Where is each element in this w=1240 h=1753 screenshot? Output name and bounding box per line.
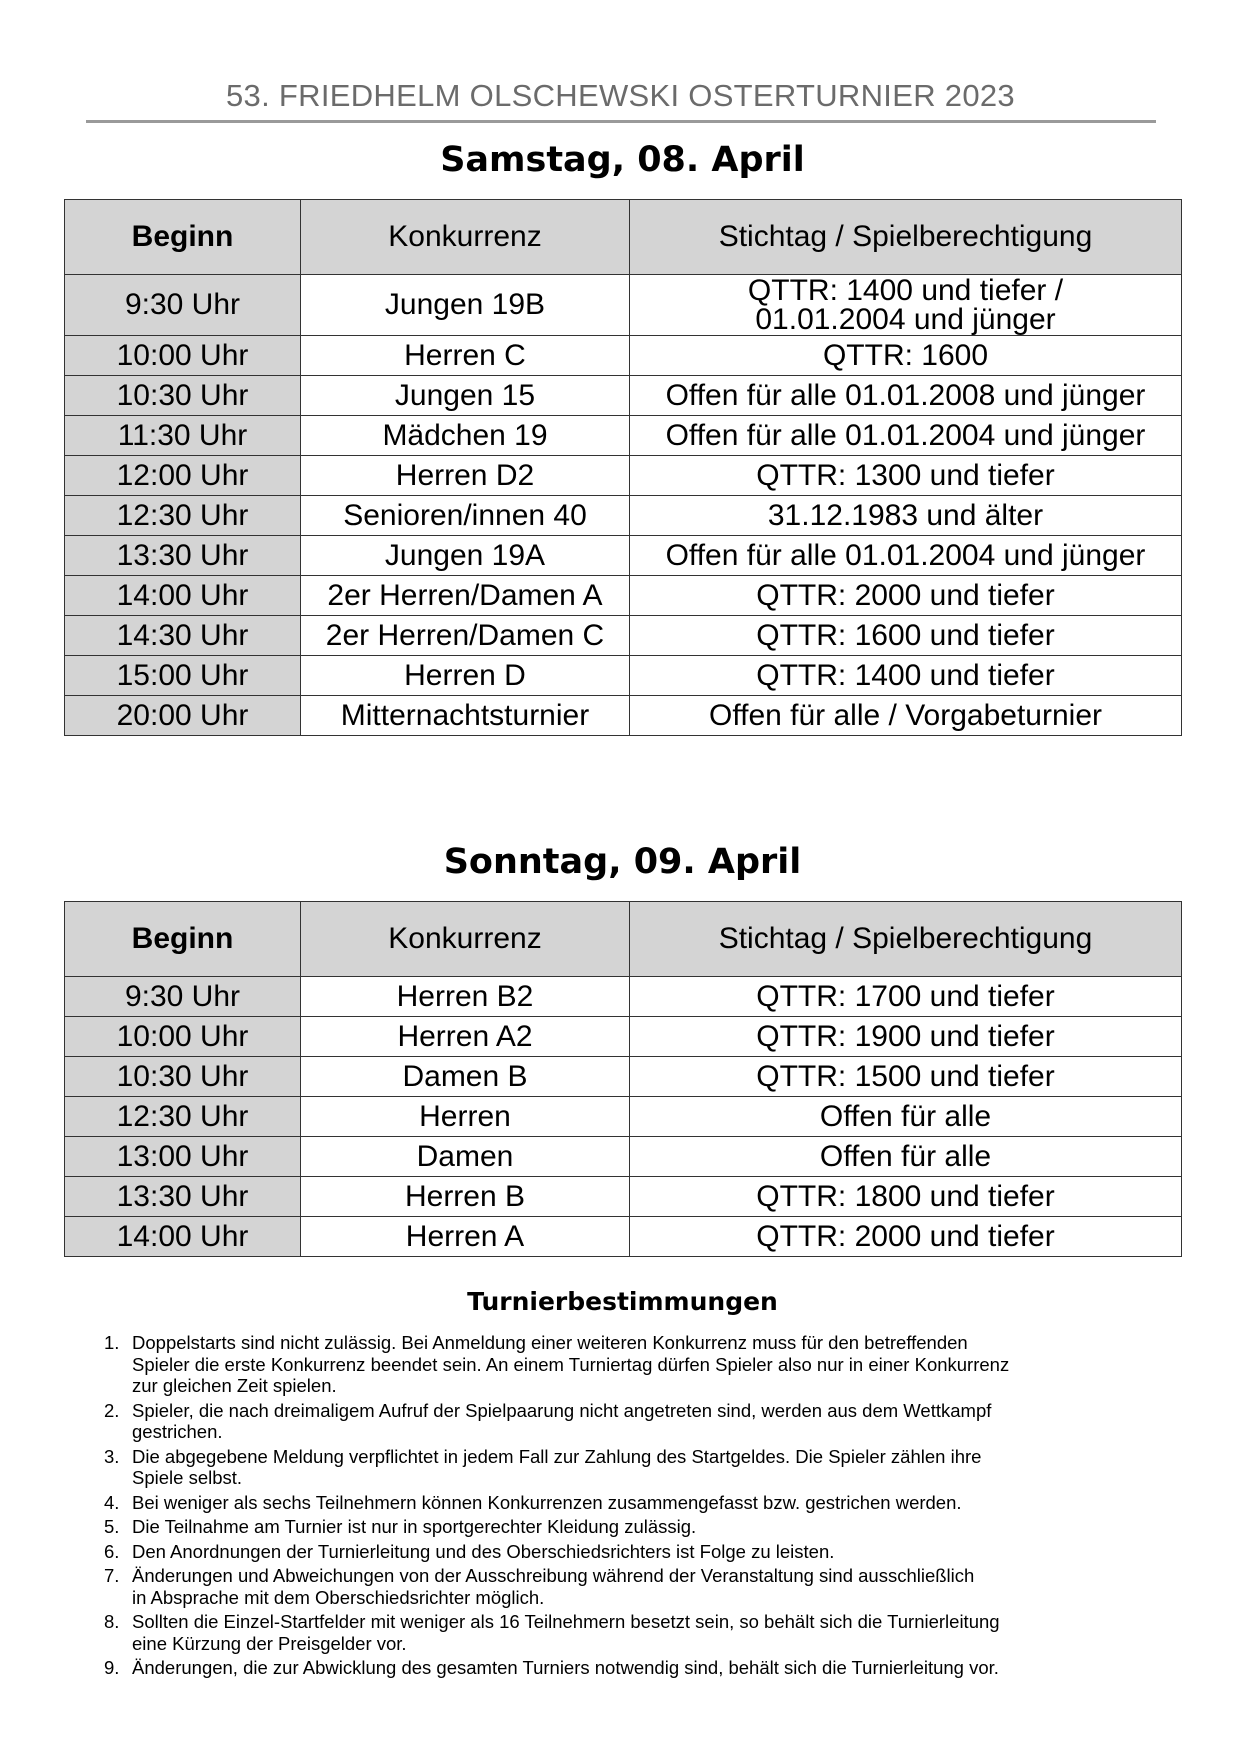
rule-item bbox=[96, 1541, 1136, 1563]
header-divider bbox=[86, 120, 1156, 123]
rule-item bbox=[96, 1446, 1136, 1489]
rule-text-line: Den Anordnungen der Turnierleitung und des Oberschiedsrichters ist Folge zu leisten. bbox=[132, 1540, 835, 1562]
rule-item bbox=[96, 1565, 1136, 1608]
rule-number: 1. bbox=[104, 1332, 120, 1353]
rule-text-line: in Absprache mit dem Oberschiedsrichter möglich. bbox=[132, 1586, 545, 1608]
table-row bbox=[65, 977, 1182, 1017]
rule-text-line: Spieler die erste Konkurrenz beendet sein. An einem Turniertag dürfen Spieler also nur in einer Konkurrenz bbox=[132, 1353, 1010, 1375]
event-cell: Damen B bbox=[301, 1057, 630, 1097]
rule-number: 6. bbox=[104, 1540, 120, 1562]
event-cell: Senioren/innen 40 bbox=[301, 496, 630, 536]
rule-number: 4. bbox=[104, 1491, 120, 1513]
rules-list bbox=[96, 1332, 1136, 1682]
eligibility-cell: QTTR: 2000 und tiefer bbox=[630, 1217, 1182, 1257]
column-header-stichtag: Stichtag / Spielberechtigung bbox=[630, 902, 1182, 977]
rule-text-line: Die abgegebene Meldung verpflichtet in jedem Fall zur Zahlung des Startgeldes. Die Spieler zählen ihre bbox=[132, 1445, 982, 1467]
table-row bbox=[65, 456, 1182, 496]
rule-text-line: Die Teilnahme am Turnier ist nur in sportgerechter Kleidung zulässig. bbox=[132, 1516, 697, 1537]
saturday-table-body bbox=[65, 275, 1182, 736]
rule-text-line: eine Kürzung der Preisgelder vor. bbox=[132, 1632, 407, 1654]
rule-item bbox=[96, 1332, 1136, 1397]
rule-text-line: Bei weniger als sechs Teilnehmern können Konkurrenzen zusammengefasst bzw. gestrichen werden. bbox=[132, 1491, 962, 1513]
eligibility-cell bbox=[630, 275, 1182, 336]
table-row bbox=[65, 275, 1182, 336]
event-cell: Jungen 19B bbox=[301, 275, 630, 336]
eligibility-cell: Offen für alle 01.01.2004 und jünger bbox=[630, 416, 1182, 456]
event-cell: Herren D2 bbox=[301, 456, 630, 496]
start-time-cell: 12:00 Uhr bbox=[65, 456, 301, 496]
eligibility-cell: QTTR: 2000 und tiefer bbox=[630, 576, 1182, 616]
rule-number: 9. bbox=[104, 1657, 120, 1678]
table-row bbox=[65, 416, 1182, 456]
start-time-cell: 14:30 Uhr bbox=[65, 616, 301, 656]
eligibility-cell: QTTR: 1500 und tiefer bbox=[630, 1057, 1182, 1097]
table-row bbox=[65, 1057, 1182, 1097]
table-row bbox=[65, 496, 1182, 536]
event-cell: Herren C bbox=[301, 336, 630, 376]
rule-number: 7. bbox=[104, 1565, 120, 1586]
eligibility-cell: Offen für alle 01.01.2004 und jünger bbox=[630, 536, 1182, 576]
start-time-cell: 9:30 Uhr bbox=[65, 977, 301, 1017]
table-row bbox=[65, 1017, 1182, 1057]
rule-text-line: Änderungen und Abweichungen von der Ausschreibung während der Veranstaltung sind ausschließlich bbox=[132, 1565, 975, 1586]
rule-text-line: Doppelstarts sind nicht zulässig. Bei Anmeldung einer weiteren Konkurrenz muss für den betreffenden bbox=[132, 1332, 968, 1353]
rule-item bbox=[96, 1492, 1136, 1514]
table-row bbox=[65, 576, 1182, 616]
start-time-cell: 20:00 Uhr bbox=[65, 696, 301, 736]
event-cell: Herren B2 bbox=[301, 977, 630, 1017]
eligibility-cell: QTTR: 1300 und tiefer bbox=[630, 456, 1182, 496]
start-time-cell: 9:30 Uhr bbox=[65, 275, 301, 336]
table-row bbox=[65, 376, 1182, 416]
eligibility-cell: QTTR: 1700 und tiefer bbox=[630, 977, 1182, 1017]
rule-text-line: Änderungen, die zur Abwicklung des gesamten Turniers notwendig sind, behält sich die Turnierleitung vor. bbox=[132, 1657, 999, 1678]
rule-item bbox=[96, 1657, 1136, 1679]
table-row bbox=[65, 656, 1182, 696]
sunday-title: Sonntag, 09. April bbox=[443, 842, 802, 882]
start-time-cell: 11:30 Uhr bbox=[65, 416, 301, 456]
event-cell: Herren bbox=[301, 1097, 630, 1137]
rule-item bbox=[96, 1516, 1136, 1538]
table-row bbox=[65, 536, 1182, 576]
rule-number: 5. bbox=[104, 1516, 120, 1537]
rules-title: Turnierbestimmungen bbox=[467, 1287, 778, 1316]
saturday-schedule-table bbox=[64, 199, 1182, 736]
eligibility-cell: Offen für alle / Vorgabeturnier bbox=[630, 696, 1182, 736]
event-cell: Jungen 15 bbox=[301, 376, 630, 416]
table-header-row bbox=[65, 902, 1182, 977]
rule-item bbox=[96, 1611, 1136, 1654]
table-row bbox=[65, 1137, 1182, 1177]
start-time-cell: 10:30 Uhr bbox=[65, 1057, 301, 1097]
column-header-beginn: Beginn bbox=[65, 902, 301, 977]
eligibility-cell: QTTR: 1800 und tiefer bbox=[630, 1177, 1182, 1217]
event-cell: Herren A bbox=[301, 1217, 630, 1257]
event-cell: Herren D bbox=[301, 656, 630, 696]
table-row bbox=[65, 336, 1182, 376]
eligibility-cell: 31.12.1983 und älter bbox=[630, 496, 1182, 536]
event-cell: 2er Herren/Damen C bbox=[301, 616, 630, 656]
eligibility-cell: QTTR: 1600 und tiefer bbox=[630, 616, 1182, 656]
table-header-row bbox=[65, 200, 1182, 275]
table-row bbox=[65, 1097, 1182, 1137]
column-header-konkurrenz: Konkurrenz bbox=[301, 200, 630, 275]
rule-text-line: zur gleichen Zeit spielen. bbox=[132, 1375, 337, 1396]
start-time-cell: 12:30 Uhr bbox=[65, 1097, 301, 1137]
eligibility-cell: QTTR: 1900 und tiefer bbox=[630, 1017, 1182, 1057]
column-header-stichtag: Stichtag / Spielberechtigung bbox=[630, 200, 1182, 275]
start-time-cell: 13:00 Uhr bbox=[65, 1137, 301, 1177]
rule-text-line: gestrichen. bbox=[132, 1421, 223, 1442]
start-time-cell: 14:00 Uhr bbox=[65, 576, 301, 616]
eligibility-cell: Offen für alle bbox=[630, 1137, 1182, 1177]
column-header-beginn: Beginn bbox=[65, 200, 301, 275]
rule-number: 8. bbox=[104, 1611, 120, 1632]
column-header-konkurrenz: Konkurrenz bbox=[301, 902, 630, 977]
document-header: 53. FRIEDHELM OLSCHEWSKI OSTERTURNIER 2023 bbox=[226, 78, 1015, 113]
sunday-table-body bbox=[65, 977, 1182, 1257]
rule-number: 2. bbox=[104, 1399, 120, 1421]
rule-item bbox=[96, 1400, 1136, 1443]
start-time-cell: 13:30 Uhr bbox=[65, 536, 301, 576]
start-time-cell: 13:30 Uhr bbox=[65, 1177, 301, 1217]
start-time-cell: 15:00 Uhr bbox=[65, 656, 301, 696]
rule-text-line: Spiele selbst. bbox=[132, 1467, 243, 1488]
eligibility-line: 01.01.2004 und jünger bbox=[755, 303, 1056, 336]
eligibility-cell: Offen für alle bbox=[630, 1097, 1182, 1137]
rule-text-line: Sollten die Einzel-Startfelder mit weniger als 16 Teilnehmern besetzt sein, so behält sich die Turnierleitung bbox=[132, 1611, 1000, 1632]
table-row bbox=[65, 1217, 1182, 1257]
table-row bbox=[65, 616, 1182, 656]
sunday-schedule-table bbox=[64, 901, 1182, 1257]
event-cell: Mitternachtsturnier bbox=[301, 696, 630, 736]
start-time-cell: 10:30 Uhr bbox=[65, 376, 301, 416]
rule-text-line: Spieler, die nach dreimaligem Aufruf der Spielpaarung nicht angetreten sind, werden aus dem Wettkampf bbox=[132, 1399, 992, 1421]
event-cell: 2er Herren/Damen A bbox=[301, 576, 630, 616]
eligibility-cell: QTTR: 1600 bbox=[630, 336, 1182, 376]
start-time-cell: 12:30 Uhr bbox=[65, 496, 301, 536]
event-cell: Damen bbox=[301, 1137, 630, 1177]
event-cell: Jungen 19A bbox=[301, 536, 630, 576]
saturday-title: Samstag, 08. April bbox=[440, 140, 805, 180]
event-cell: Herren A2 bbox=[301, 1017, 630, 1057]
rule-number: 3. bbox=[104, 1445, 120, 1467]
start-time-cell: 10:00 Uhr bbox=[65, 1017, 301, 1057]
start-time-cell: 10:00 Uhr bbox=[65, 336, 301, 376]
event-cell: Mädchen 19 bbox=[301, 416, 630, 456]
eligibility-cell: QTTR: 1400 und tiefer bbox=[630, 656, 1182, 696]
table-row bbox=[65, 1177, 1182, 1217]
eligibility-cell: Offen für alle 01.01.2008 und jünger bbox=[630, 376, 1182, 416]
start-time-cell: 14:00 Uhr bbox=[65, 1217, 301, 1257]
table-row bbox=[65, 696, 1182, 736]
event-cell: Herren B bbox=[301, 1177, 630, 1217]
eligibility-line: QTTR: 1400 und tiefer / bbox=[747, 274, 1064, 307]
